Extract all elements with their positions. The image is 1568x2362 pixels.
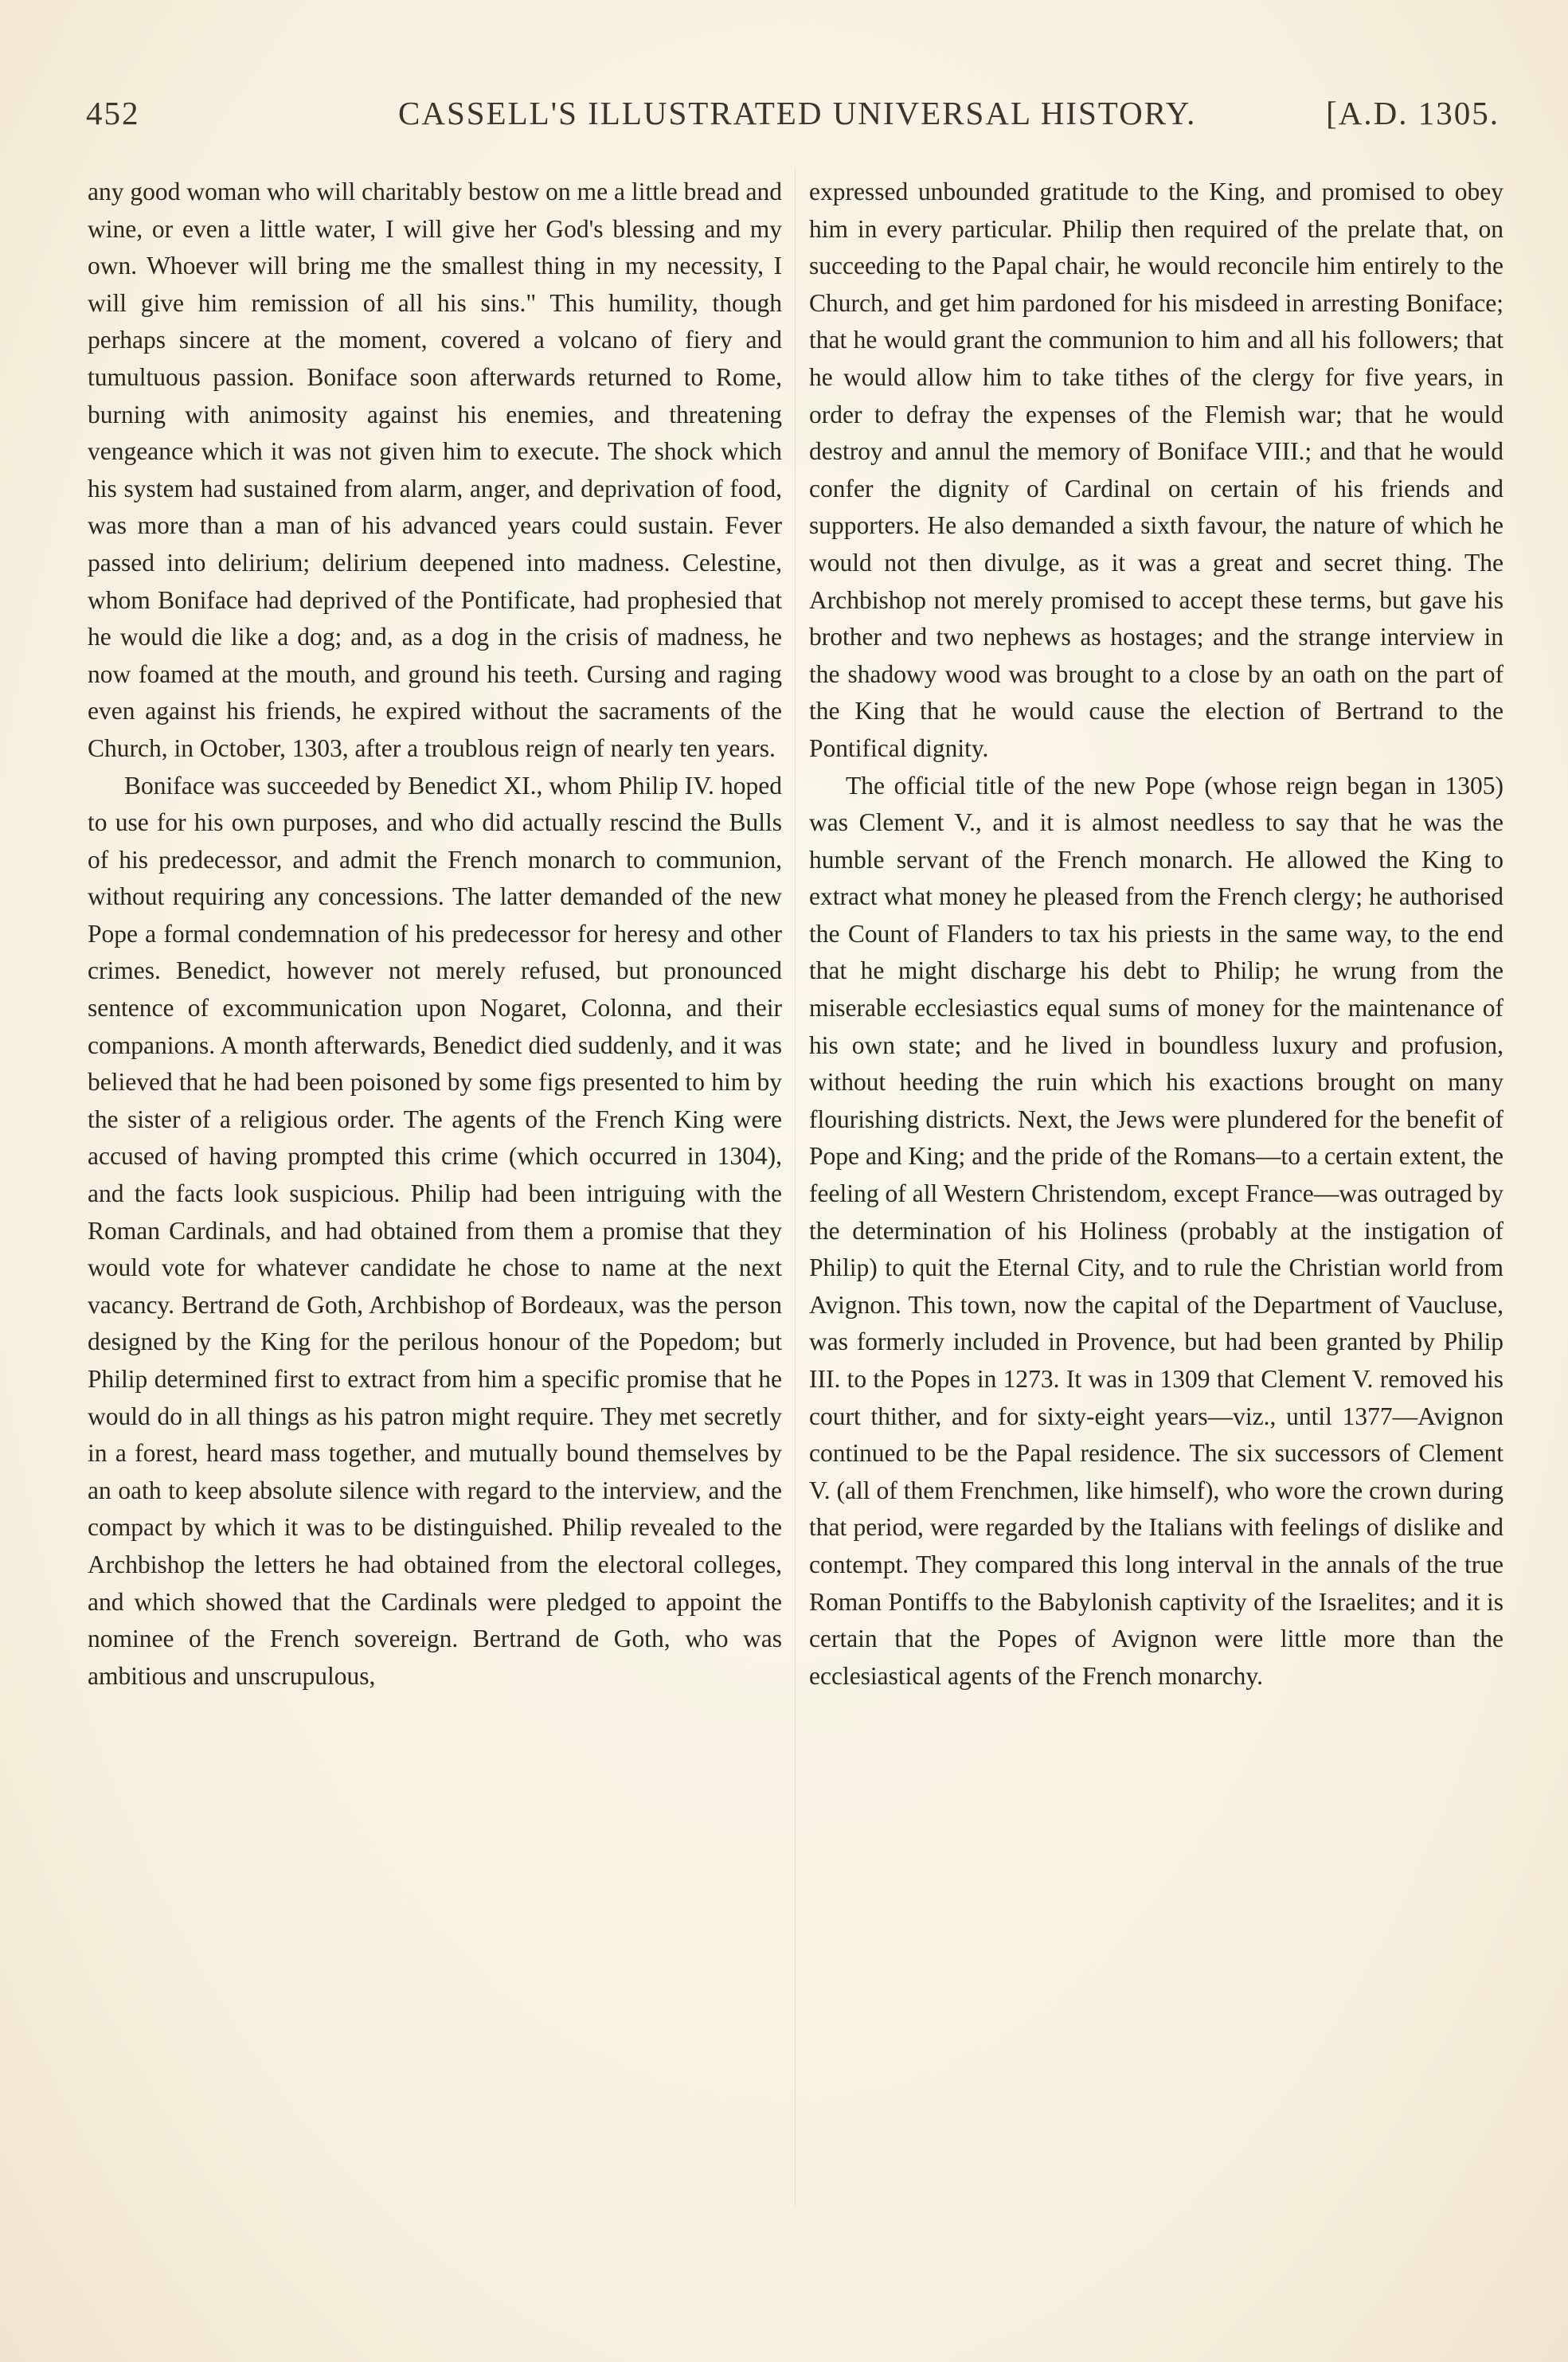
paragraph: Boniface was succeeded by Benedict XI., whom Philip IV. hoped to use for his own purposes, and who did actually rescind the Bulls of his predecessor, and admit the French monarch to communion, without requiring any concessions. The latter demanded of the new Pope a formal condemnation of his predecessor for heresy and other crimes. Benedict, however not merely refused, but pronounced sentence of excommunication upon Nogaret, Colonna, and their companions. A month afterwards, Benedict died suddenly, and it was believed that he had been poisoned by some figs presented to him by the sister of a religious order. The agents of the French King were accused of having prompted this crime (which occurred in 1304), and the facts look suspicious. Philip had been intriguing with the Roman Cardinals, and had obtained from them a promise that they would vote for whatever candidate he chose to name at the next vacancy. Bertrand de Goth, Archbishop of Bordeaux, was the person designed by the King for the perilous honour of the Popedom; but Philip determined first to extract from him a specific promise that he would do in all things as his patron might require. They met secretly in a forest, heard mass together, and mutually bound themselves by an oath to keep absolute silence with regard to the interview, and the compact by which it was to be distinguished. Philip revealed to the Archbishop the letters he had obtained from the electoral colleges, and which showed that the Cardinals were pledged to appoint the nominee of the French sovereign. Bertrand de Goth, who was ambitious and unscrupulous, bbox=[88, 771, 782, 1690]
left-column bbox=[88, 174, 782, 1695]
running-title: CASSELL'S ILLUSTRATED UNIVERSAL HISTORY. bbox=[398, 95, 1197, 131]
paragraph: The official title of the new Pope (whose reign began in 1305) was Clement V., and it is almost needless to say that he was the humble servant of the French monarch. He allowed the King to extract what money he pleased from the French clergy; he authorised the Count of Flanders to tax his priests in the same way, to the end that he might discharge his debt to Philip; he wrung from the miserable ecclesiastics equal sums of money for the maintenance of his own state; and he lived in boundless luxury and profusion, without heeding the ruin which his exactions brought on many flourishing districts. Next, the Jews were plundered for the benefit of Pope and King; and the pride of the Romans—to a certain extent, the feeling of all Western Christendom, except France—was outraged by the determination of his Holiness (probably at the instigation of Philip) to quit the Eternal City, and to rule the Christian world from Avignon. This town, now the capital of the Department of Vaucluse, was formerly included in Provence, but had been granted by Philip III. to the Popes in 1273. It was in 1309 that Clement V. removed his court thither, and for sixty-eight years—viz., until 1377—Avignon continued to be the Papal residence. The six successors of Clement V. (all of them Frenchmen, like himself), who wore the crown during that period, were regarded by the Italians with feelings of dislike and contempt. They compared this long interval in the annals of the true Roman Pontiffs to the Babylonish captivity of the Israelites; and it is certain that the Popes of Avignon were little more than the ecclesiastical agents of the French monarchy. bbox=[809, 771, 1503, 1690]
running-date: [A.D. 1305. bbox=[1326, 95, 1500, 131]
running-head bbox=[86, 94, 1500, 142]
page-number: 452 bbox=[86, 95, 140, 131]
paragraph: any good woman who will charitably bestow on me a little bread and wine, or even a little water, I will give her God's blessing and my own. Whoever will bring me the smallest thing in my necessity, I will give him remission of all his sins." This humility, though perhaps sincere at the moment, covered a volcano of fiery and tumultuous passion. Boniface soon afterwards returned to Rome, burning with animosity against his enemies, and threatening vengeance which it was not given him to execute. The shock which his system had sustained from alarm, anger, and deprivation of food, was more than a man of his advanced years could sustain. Fever passed into delirium; delirium deepened into madness. Celestine, whom Boniface had deprived of the Pontificate, had prophesied that he would die like a dog; and, as a dog in the crisis of madness, he now foamed at the mouth, and ground his teeth. Cursing and raging even against his friends, he expired without the sacraments of the Church, in October, 1303, after a troublous reign of nearly ten years. bbox=[88, 178, 782, 762]
right-column bbox=[809, 174, 1503, 1695]
column-divider bbox=[795, 167, 796, 2206]
paragraph: expressed unbounded gratitude to the King, and promised to obey him in every particular. Philip then required of the prelate that, on succeeding to the Papal chair, he would reconcile him entirely to the Church, and get him pardoned for his misdeed in arresting Boniface; that he would grant the communion to him and all his followers; that he would allow him to take tithes of the clergy for five years, in order to defray the expenses of the Flemish war; that he would destroy and annul the memory of Boniface VIII.; and that he would confer the dignity of Cardinal on certain of his friends and supporters. He also demanded a sixth favour, the nature of which he would not then divulge, as it was a great and secret thing. The Archbishop not merely promised to accept these terms, but gave his brother and two nephews as hostages; and the strange interview in the shadowy wood was brought to a close by an oath on the part of the King that he would cause the election of Bertrand to the Pontifical dignity. bbox=[809, 178, 1503, 762]
